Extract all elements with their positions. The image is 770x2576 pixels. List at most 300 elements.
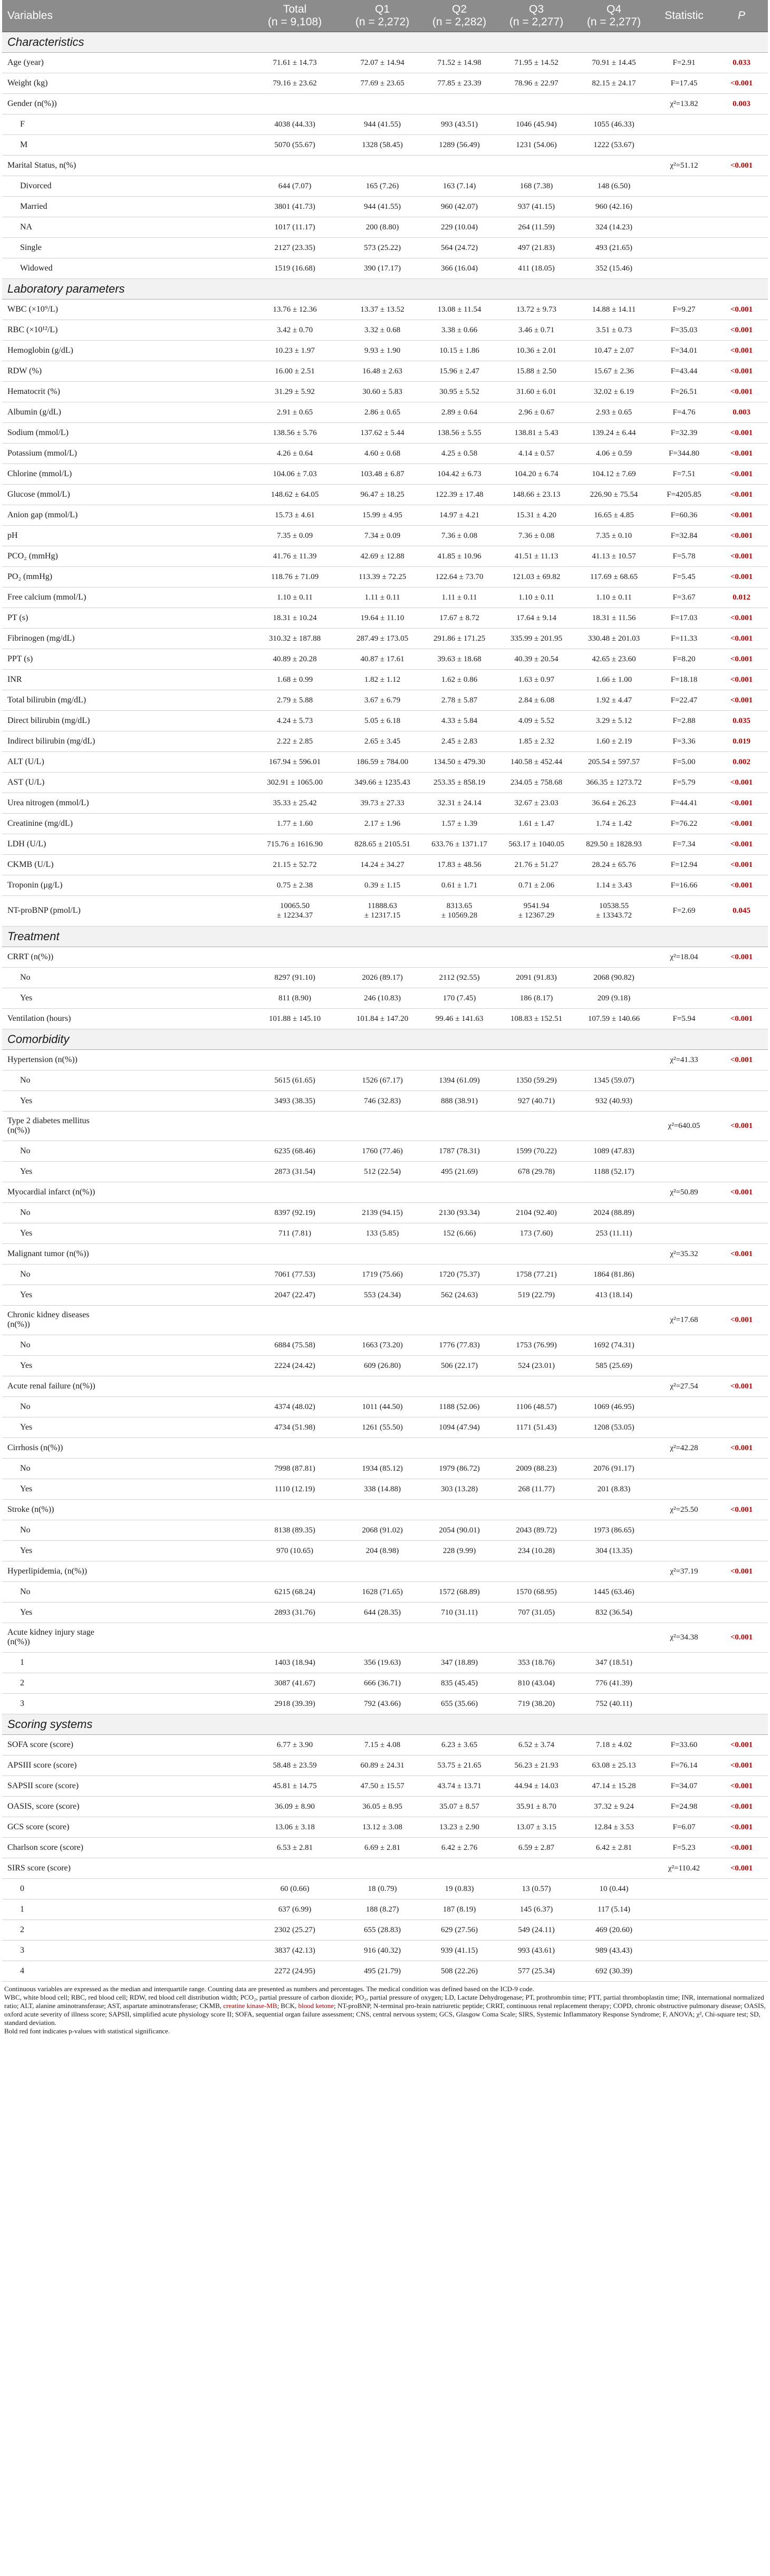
- cell-total: 7.35 ± 0.09: [246, 525, 344, 546]
- table-footnotes: [2, 1982, 768, 2035]
- cell-p-value: [715, 1581, 768, 1602]
- cell-p-value: <0.001: [715, 320, 768, 340]
- table-row: [2, 1417, 768, 1437]
- header-q1: Q1 (n = 2,272): [355, 3, 410, 28]
- table-row: [2, 1223, 768, 1243]
- cell-statistic: [653, 1141, 715, 1161]
- cell-q4: 104.12 ± 7.69: [575, 464, 653, 484]
- table-row: [2, 710, 768, 731]
- cell-q2: 32.31 ± 24.14: [421, 793, 498, 813]
- cell-statistic: F=12.94: [653, 854, 715, 875]
- row-label: INR: [2, 669, 246, 690]
- cell-total: 2.91 ± 0.65: [246, 402, 344, 422]
- cell-q2: 1.57 ± 1.39: [421, 813, 498, 834]
- footnote-line-3: Bold red font indicates p-values with statistical significance.: [4, 2027, 170, 2035]
- cell-q2: 562 (24.63): [421, 1285, 498, 1305]
- cell-q1: 1628 (71.65): [344, 1581, 421, 1602]
- cell-total: 302.91 ± 1065.00: [246, 772, 344, 793]
- cell-q2: 228 (9.99): [421, 1540, 498, 1561]
- cell-q3: [498, 1623, 575, 1652]
- cell-q3: 1753 (76.99): [498, 1335, 575, 1355]
- cell-total: 2224 (24.42): [246, 1355, 344, 1376]
- row-label: Free calcium (mmol/L): [2, 587, 246, 607]
- table-row: [2, 505, 768, 525]
- cell-p-value: <0.001: [715, 649, 768, 669]
- cell-p-value: [715, 1202, 768, 1223]
- cell-q4: 7.35 ± 0.10: [575, 525, 653, 546]
- cell-q3: 148.66 ± 23.13: [498, 484, 575, 505]
- cell-statistic: F=3.36: [653, 731, 715, 751]
- table-row: [2, 340, 768, 361]
- footnote-abbrev-part-3: ; NT-proBNP, N-terminal pro-brain natriuretic peptide; CRRT, continuous renal replacement therapy; COPD, chronic obstructive pulmonary disease; OASIS, oxford acute severity of illness score; SAPSII, simplified acute physiology score II; SOFA, sequential organ failure assessment; CNS, central nervous system; GCS, Glasgow Coma Scale; SIRS, Systemic Inflammatory Response Syndrome; F, ANOVA; χ², Chi-square test; SD, standard deviation.: [4, 2001, 766, 2027]
- cell-statistic: [653, 1673, 715, 1693]
- cell-q1: 512 (22.54): [344, 1161, 421, 1182]
- cell-p-value: [715, 988, 768, 1008]
- cell-q1: 390 (17.17): [344, 258, 421, 278]
- cell-total: [246, 1561, 344, 1581]
- cell-q2: 655 (35.66): [421, 1693, 498, 1714]
- cell-q2: [421, 1111, 498, 1141]
- cell-q3: 173 (7.60): [498, 1223, 575, 1243]
- cell-total: 79.16 ± 23.62: [246, 73, 344, 93]
- cell-q3: 4.14 ± 0.57: [498, 443, 575, 464]
- row-label: Indirect bilirubin (mg/dL): [2, 731, 246, 751]
- row-label: No: [2, 1520, 246, 1540]
- cell-statistic: [653, 1396, 715, 1417]
- row-label: Gender (n(%)): [2, 93, 246, 114]
- row-label: Acute renal failure (n(%)): [2, 1376, 246, 1396]
- cell-q3: 9541.94 ± 12367.29: [498, 895, 575, 926]
- cell-statistic: χ²=41.33: [653, 1049, 715, 1070]
- cell-q1: 1.11 ± 0.11: [344, 587, 421, 607]
- cell-q2: 15.96 ± 2.47: [421, 361, 498, 381]
- cell-q3: 1.61 ± 1.47: [498, 813, 575, 834]
- cell-p-value: [715, 1673, 768, 1693]
- cell-q3: 7.36 ± 0.08: [498, 525, 575, 546]
- row-label: 1: [2, 1652, 246, 1673]
- cell-q2: 506 (22.17): [421, 1355, 498, 1376]
- cell-q1: 60.89 ± 24.31: [344, 1755, 421, 1776]
- cell-q4: 1973 (86.65): [575, 1520, 653, 1540]
- cell-p-value: <0.001: [715, 854, 768, 875]
- cell-q4: [575, 1623, 653, 1652]
- cell-p-value: [715, 1919, 768, 1940]
- row-label: PPT (s): [2, 649, 246, 669]
- table-row: [2, 1305, 768, 1335]
- cell-statistic: [653, 1479, 715, 1499]
- cell-p-value: <0.001: [715, 772, 768, 793]
- cell-q3: [498, 1561, 575, 1581]
- cell-q2: 71.52 ± 14.98: [421, 52, 498, 73]
- cell-q1: 828.65 ± 2105.51: [344, 834, 421, 854]
- cell-total: 3493 (38.35): [246, 1091, 344, 1111]
- cell-statistic: F=8.20: [653, 649, 715, 669]
- cell-p-value: [715, 1961, 768, 1981]
- cell-total: 21.15 ± 52.72: [246, 854, 344, 875]
- cell-q4: 12.84 ± 3.53: [575, 1817, 653, 1837]
- cell-statistic: F=18.18: [653, 669, 715, 690]
- table-row: [2, 1499, 768, 1520]
- cell-total: 58.48 ± 23.59: [246, 1755, 344, 1776]
- table-row: [2, 1285, 768, 1305]
- cell-q3: [498, 1499, 575, 1520]
- cell-q2: 1394 (61.09): [421, 1070, 498, 1091]
- cell-statistic: F=2.88: [653, 710, 715, 731]
- cell-total: 1519 (16.68): [246, 258, 344, 278]
- row-label: Widowed: [2, 258, 246, 278]
- cell-q2: [421, 93, 498, 114]
- row-label: Acute kidney injury stage (n(%)): [2, 1623, 246, 1652]
- table-row: [2, 258, 768, 278]
- cell-q2: 43.74 ± 13.71: [421, 1776, 498, 1796]
- cell-total: 6.53 ± 2.81: [246, 1837, 344, 1858]
- cell-q4: 413 (18.14): [575, 1285, 653, 1305]
- cell-total: 811 (8.90): [246, 988, 344, 1008]
- cell-q4: 28.24 ± 65.76: [575, 854, 653, 875]
- cell-p-value: <0.001: [715, 1049, 768, 1070]
- cell-q1: 1011 (44.50): [344, 1396, 421, 1417]
- table-row: [2, 793, 768, 813]
- cell-p-value: <0.001: [715, 1837, 768, 1858]
- cell-q4: 366.35 ± 1273.72: [575, 772, 653, 793]
- cell-total: 36.09 ± 8.90: [246, 1796, 344, 1817]
- cell-q4: 209 (9.18): [575, 988, 653, 1008]
- cell-q1: 18 (0.79): [344, 1878, 421, 1899]
- table-row: [2, 731, 768, 751]
- cell-q3: 15.31 ± 4.20: [498, 505, 575, 525]
- cell-statistic: F=26.51: [653, 381, 715, 402]
- row-label: Single: [2, 237, 246, 258]
- cell-q1: [344, 1305, 421, 1335]
- table-row: [2, 947, 768, 967]
- cell-q2: 495 (21.69): [421, 1161, 498, 1182]
- cell-statistic: [653, 1652, 715, 1673]
- cell-q1: 15.99 ± 4.95: [344, 505, 421, 525]
- cell-q3: 10.36 ± 2.01: [498, 340, 575, 361]
- table-row: [2, 1755, 768, 1776]
- row-label: Anion gap (mmol/L): [2, 505, 246, 525]
- row-label: GCS score (score): [2, 1817, 246, 1837]
- cell-p-value: 0.033: [715, 52, 768, 73]
- cell-p-value: <0.001: [715, 546, 768, 566]
- cell-total: 104.06 ± 7.03: [246, 464, 344, 484]
- cell-q3: 186 (8.17): [498, 988, 575, 1008]
- cell-q4: 1.74 ± 1.42: [575, 813, 653, 834]
- cell-q1: 30.60 ± 5.83: [344, 381, 421, 402]
- cell-q4: 304 (13.35): [575, 1540, 653, 1561]
- cell-q4: 148 (6.50): [575, 176, 653, 196]
- row-label: 3: [2, 1940, 246, 1961]
- cell-p-value: [715, 114, 768, 134]
- cell-total: [246, 1305, 344, 1335]
- table-row: [2, 155, 768, 176]
- cell-total: 4374 (48.02): [246, 1396, 344, 1417]
- cell-q4: [575, 93, 653, 114]
- cell-statistic: F=76.14: [653, 1755, 715, 1776]
- cell-total: 13.76 ± 12.36: [246, 299, 344, 320]
- cell-q2: 960 (42.07): [421, 196, 498, 217]
- table-row: [2, 1264, 768, 1285]
- cell-q2: 2112 (92.55): [421, 967, 498, 988]
- cell-q4: 1.92 ± 4.47: [575, 690, 653, 710]
- cell-q2: 629 (27.56): [421, 1919, 498, 1940]
- cell-statistic: [653, 1919, 715, 1940]
- row-label: Age (year): [2, 52, 246, 73]
- header-statistic: Statistic: [665, 9, 704, 22]
- cell-q2: 2054 (90.01): [421, 1520, 498, 1540]
- cell-total: 637 (6.99): [246, 1899, 344, 1919]
- cell-statistic: F=9.27: [653, 299, 715, 320]
- cell-q3: 719 (38.20): [498, 1693, 575, 1714]
- cell-q1: 133 (5.85): [344, 1223, 421, 1243]
- cell-total: 71.61 ± 14.73: [246, 52, 344, 73]
- cell-statistic: [653, 1355, 715, 1376]
- cell-q3: 264 (11.59): [498, 217, 575, 237]
- table-header: [2, 0, 768, 32]
- row-label: pH: [2, 525, 246, 546]
- cell-total: 2918 (39.39): [246, 1693, 344, 1714]
- cell-q3: 234 (10.28): [498, 1540, 575, 1561]
- cell-p-value: <0.001: [715, 607, 768, 628]
- cell-q1: 2026 (89.17): [344, 967, 421, 988]
- row-label: PO₂ (mmHg): [2, 566, 246, 587]
- cell-q2: [421, 1561, 498, 1581]
- cell-q2: 122.64 ± 73.70: [421, 566, 498, 587]
- cell-q3: 6.52 ± 3.74: [498, 1734, 575, 1755]
- cell-q2: 2.45 ± 2.83: [421, 731, 498, 751]
- cell-q2: 1776 (77.83): [421, 1335, 498, 1355]
- cell-q1: 186.59 ± 784.00: [344, 751, 421, 772]
- cell-q2: 187 (8.19): [421, 1899, 498, 1919]
- cell-q1: 287.49 ± 173.05: [344, 628, 421, 649]
- cell-p-value: <0.001: [715, 793, 768, 813]
- cell-q4: [575, 1499, 653, 1520]
- table-row: [2, 525, 768, 546]
- table-row: [2, 402, 768, 422]
- cell-total: 40.89 ± 20.28: [246, 649, 344, 669]
- cell-q4: 117 (5.14): [575, 1899, 653, 1919]
- cell-q2: 122.39 ± 17.48: [421, 484, 498, 505]
- cell-p-value: <0.001: [715, 525, 768, 546]
- cell-total: 3.42 ± 0.70: [246, 320, 344, 340]
- footnote-abbrev-red-1: creatine kinase-MB: [223, 2001, 277, 2010]
- cell-statistic: F=34.01: [653, 340, 715, 361]
- cell-q3: [498, 1111, 575, 1141]
- cell-q3: 2091 (91.83): [498, 967, 575, 988]
- cell-q2: 347 (18.89): [421, 1652, 498, 1673]
- cell-q2: 993 (43.51): [421, 114, 498, 134]
- cell-p-value: [715, 1335, 768, 1355]
- cell-total: [246, 1623, 344, 1652]
- table-row: [2, 813, 768, 834]
- cell-q2: 77.85 ± 23.39: [421, 73, 498, 93]
- cell-q3: 13.72 ± 9.73: [498, 299, 575, 320]
- cell-q3: 32.67 ± 23.03: [498, 793, 575, 813]
- cell-total: 2893 (31.76): [246, 1602, 344, 1623]
- table-row: [2, 1091, 768, 1111]
- cell-q1: 746 (32.83): [344, 1091, 421, 1111]
- cell-q1: 1526 (67.17): [344, 1070, 421, 1091]
- cell-p-value: <0.001: [715, 464, 768, 484]
- cell-p-value: [715, 1693, 768, 1714]
- cell-total: [246, 947, 344, 967]
- table-row: [2, 1008, 768, 1029]
- cell-total: [246, 1243, 344, 1264]
- table-row: [2, 422, 768, 443]
- cell-q1: [344, 93, 421, 114]
- row-label: CRRT (n(%)): [2, 947, 246, 967]
- table-row: [2, 1161, 768, 1182]
- cell-q4: 1345 (59.07): [575, 1070, 653, 1091]
- cell-p-value: 0.035: [715, 710, 768, 731]
- cell-q3: 937 (41.15): [498, 196, 575, 217]
- cell-q2: 6.42 ± 2.76: [421, 1837, 498, 1858]
- table-row: [2, 1243, 768, 1264]
- cell-q1: 101.84 ± 147.20: [344, 1008, 421, 1029]
- cell-q2: 1.11 ± 0.11: [421, 587, 498, 607]
- cell-q4: [575, 1111, 653, 1141]
- cell-q1: [344, 1561, 421, 1581]
- cell-q4: 776 (41.39): [575, 1673, 653, 1693]
- row-label: SOFA score (score): [2, 1734, 246, 1755]
- cell-q1: 42.69 ± 12.88: [344, 546, 421, 566]
- cell-q1: 1328 (58.45): [344, 134, 421, 155]
- cell-q2: 7.36 ± 0.08: [421, 525, 498, 546]
- cell-q1: 11888.63 ± 12317.15: [344, 895, 421, 926]
- cell-total: 7998 (87.81): [246, 1458, 344, 1479]
- table-row: [2, 1734, 768, 1755]
- cell-statistic: F=344.80: [653, 443, 715, 464]
- cell-q3: 56.23 ± 21.93: [498, 1755, 575, 1776]
- table-row: [2, 649, 768, 669]
- cell-total: 1.77 ± 1.60: [246, 813, 344, 834]
- cell-q3: 31.60 ± 6.01: [498, 381, 575, 402]
- table-row: [2, 751, 768, 772]
- cell-q3: 1.63 ± 0.97: [498, 669, 575, 690]
- cell-total: 310.32 ± 187.88: [246, 628, 344, 649]
- cell-total: 138.56 ± 5.76: [246, 422, 344, 443]
- cell-q3: [498, 1243, 575, 1264]
- cell-statistic: [653, 1458, 715, 1479]
- table-row: [2, 1540, 768, 1561]
- cell-p-value: 0.003: [715, 93, 768, 114]
- row-label: Yes: [2, 1540, 246, 1561]
- cell-q3: 1231 (54.06): [498, 134, 575, 155]
- cell-total: 6884 (75.58): [246, 1335, 344, 1355]
- cell-q1: 349.66 ± 1235.43: [344, 772, 421, 793]
- row-label: Yes: [2, 1417, 246, 1437]
- table-row: [2, 1335, 768, 1355]
- table-row: [2, 1796, 768, 1817]
- footnote-line-2: [4, 1993, 766, 2027]
- cell-statistic: F=2.91: [653, 52, 715, 73]
- table-row: [2, 73, 768, 93]
- cell-statistic: [653, 114, 715, 134]
- cell-q2: [421, 1182, 498, 1202]
- cell-q4: 15.67 ± 2.36: [575, 361, 653, 381]
- cell-statistic: χ²=51.12: [653, 155, 715, 176]
- cell-statistic: F=24.98: [653, 1796, 715, 1817]
- cell-p-value: <0.001: [715, 1755, 768, 1776]
- cell-q2: 2130 (93.34): [421, 1202, 498, 1223]
- cell-q4: 47.14 ± 15.28: [575, 1776, 653, 1796]
- row-label: CKMB (U/L): [2, 854, 246, 875]
- cell-q2: 939 (41.15): [421, 1940, 498, 1961]
- cell-q1: 3.67 ± 6.79: [344, 690, 421, 710]
- cell-q4: 1222 (53.67): [575, 134, 653, 155]
- row-label: No: [2, 1458, 246, 1479]
- cell-q4: [575, 1305, 653, 1335]
- row-label: Yes: [2, 1091, 246, 1111]
- cell-q1: 1261 (55.50): [344, 1417, 421, 1437]
- cell-q2: 564 (24.72): [421, 237, 498, 258]
- cell-total: 1110 (12.19): [246, 1479, 344, 1499]
- table-row: [2, 1878, 768, 1899]
- cell-q2: [421, 947, 498, 967]
- cell-p-value: 0.012: [715, 587, 768, 607]
- cell-p-value: [715, 1264, 768, 1285]
- cell-q1: [344, 1243, 421, 1264]
- cell-q4: 82.15 ± 24.17: [575, 73, 653, 93]
- cell-q3: 411 (18.05): [498, 258, 575, 278]
- cell-p-value: [715, 1540, 768, 1561]
- cell-total: 148.62 ± 64.05: [246, 484, 344, 505]
- cell-statistic: [653, 134, 715, 155]
- cell-q3: 2009 (88.23): [498, 1458, 575, 1479]
- table-container: [2, 0, 768, 2035]
- cell-p-value: [715, 176, 768, 196]
- table-row: [2, 176, 768, 196]
- cell-q4: [575, 1858, 653, 1878]
- cell-q1: [344, 1858, 421, 1878]
- cell-q2: 633.76 ± 1371.17: [421, 834, 498, 854]
- cell-total: [246, 1437, 344, 1458]
- table-row: [2, 1693, 768, 1714]
- cell-q4: 2068 (90.82): [575, 967, 653, 988]
- cell-q4: 752 (40.11): [575, 1693, 653, 1714]
- cell-q4: 70.91 ± 14.45: [575, 52, 653, 73]
- cell-q1: 5.05 ± 6.18: [344, 710, 421, 731]
- cell-p-value: [715, 1355, 768, 1376]
- cell-q2: 4.33 ± 5.84: [421, 710, 498, 731]
- cell-statistic: [653, 196, 715, 217]
- cell-p-value: 0.045: [715, 895, 768, 926]
- cell-p-value: <0.001: [715, 947, 768, 967]
- row-label: SAPSII score (score): [2, 1776, 246, 1796]
- row-label: Chronic kidney diseases (n(%)): [2, 1305, 246, 1335]
- cell-q1: 2.17 ± 1.96: [344, 813, 421, 834]
- cell-q4: 205.54 ± 597.57: [575, 751, 653, 772]
- table-row: [2, 628, 768, 649]
- cell-p-value: <0.001: [715, 690, 768, 710]
- cell-q3: 138.81 ± 5.43: [498, 422, 575, 443]
- cell-q3: 549 (24.11): [498, 1919, 575, 1940]
- table-row: [2, 1919, 768, 1940]
- section-title: Laboratory parameters: [2, 278, 768, 299]
- cell-q1: [344, 947, 421, 967]
- cell-total: 2.79 ± 5.88: [246, 690, 344, 710]
- cell-p-value: <0.001: [715, 381, 768, 402]
- cell-total: 2302 (25.27): [246, 1919, 344, 1940]
- cell-statistic: [653, 1264, 715, 1285]
- cell-statistic: χ²=50.89: [653, 1182, 715, 1202]
- cell-q1: 4.60 ± 0.68: [344, 443, 421, 464]
- row-label: Type 2 diabetes mellitus (n(%)): [2, 1111, 246, 1141]
- row-label: Hemoglobin (g/dL): [2, 340, 246, 361]
- cell-statistic: F=2.69: [653, 895, 715, 926]
- cell-statistic: F=6.07: [653, 1817, 715, 1837]
- cell-q1: 0.39 ± 1.15: [344, 875, 421, 895]
